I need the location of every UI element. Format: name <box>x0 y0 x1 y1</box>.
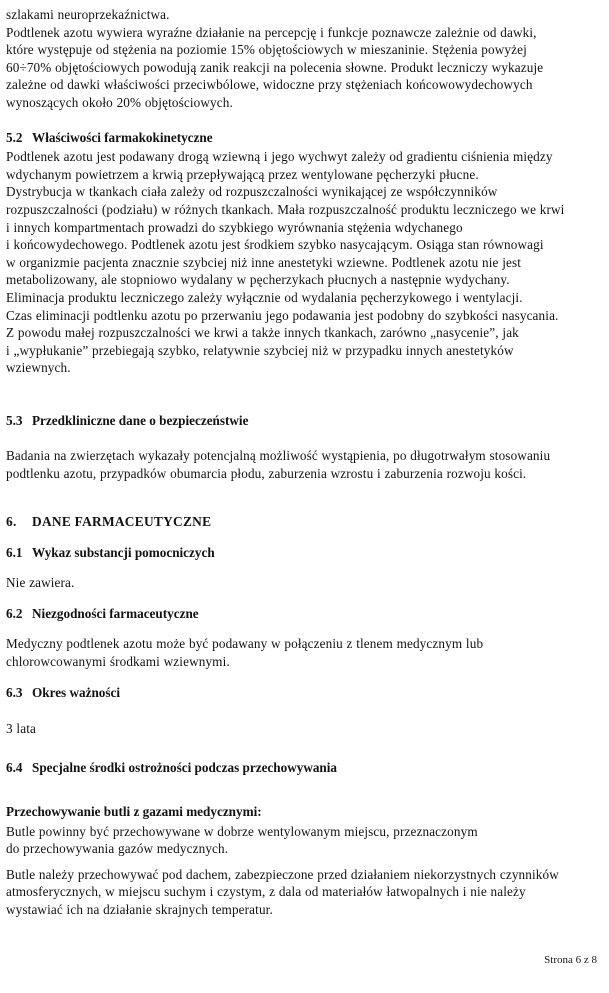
text-line: rozpuszczalności (podziału) w różnych tkankach. Mała rozpuszczalność produktu leczniczego we krwi <box>6 201 565 217</box>
paragraph-6-1-body <box>6 574 601 592</box>
text-line: wynoszących około 20% objętościowych. <box>6 94 233 110</box>
paragraph-6-4-body-1 <box>6 823 601 858</box>
heading-6-1 <box>6 544 601 562</box>
text-line: metabolizowany, ale stopniowo wydalany w pęcherzykach płucnych a następnie wydychany. <box>6 272 510 288</box>
text-line: 60÷70% objętościowych powodują zanik reakcji na polecenia słowne. Produkt leczniczy wykazuje <box>6 59 544 75</box>
text-line: Czas eliminacji podtlenku azotu po przerwaniu jego podawania jest podobny do szybkości nasycania. <box>6 307 559 323</box>
heading-6-3 <box>6 684 601 702</box>
spacer <box>6 429 601 447</box>
spacer <box>6 112 601 129</box>
heading-title: Specjalne środki ostrożności podczas przechowywania <box>32 760 338 776</box>
subheading-storage-cylinders: Przechowywanie butli z gazami medycznymi: <box>6 804 262 819</box>
spacer <box>6 377 601 412</box>
text-line: Podtlenek azotu jest podawany drogą wziewną i jego wychwyt zależy od gradientu ciśnienia między <box>6 149 553 165</box>
spacer <box>6 737 601 759</box>
text-line: Badania na zwierzętach wykazały potencjalną możliwość wystąpienia, po długotrwałym stosowaniu <box>6 448 551 464</box>
paragraph-continuation <box>6 6 601 112</box>
text-line: Dystrybucja w tkankach ciała zależy od rozpuszczalności wynikającej ze współczynników <box>6 184 498 200</box>
heading-number: 5.2 <box>6 129 23 145</box>
paragraph-6-2-body <box>6 635 601 670</box>
paragraph-6-3-body <box>6 720 601 738</box>
heading-6-4 <box>6 759 601 777</box>
text-line: Butle należy przechowywać pod dachem, zabezpieczone przed działaniem niekorzystnych czynników <box>6 866 559 882</box>
heading-6 <box>6 513 601 531</box>
text-line: wziewnych. <box>6 360 71 376</box>
text-line: zależne od dawki właściwości przeciwbólowe, widoczne przy stężeniach końcowowydechowych <box>6 77 533 93</box>
text-line: Z powodu małej rozpuszczalności we krwi a także innych tkankach, zarówno „nasycenie”, jak <box>6 325 519 341</box>
text-line: do przechowywania gazów medycznych. <box>6 841 229 857</box>
spacer <box>6 858 601 866</box>
paragraph-6-4-body-2 <box>6 866 601 919</box>
heading-title: Okres ważności <box>32 685 121 701</box>
heading-number: 6.3 <box>6 685 23 701</box>
spacer <box>6 777 601 803</box>
text-line: Medyczny podtlenek azotu może być podawany w połączeniu z tlenem medycznym lub <box>6 636 484 652</box>
heading-number: 6.1 <box>6 545 23 561</box>
heading-number: 6. <box>6 513 17 529</box>
heading-title: DANE FARMACEUTYCZNE <box>32 513 212 529</box>
text-line: szlakami neuroprzekaźnictwa. <box>6 7 170 22</box>
text-line: podtlenku azotu, przypadków obumarcia płodu, zaburzenia wzrostu i zaburzenia rozwoju kości. <box>6 466 527 482</box>
page-footer <box>533 939 597 981</box>
heading-number: 6.2 <box>6 606 23 622</box>
heading-number: 6.4 <box>6 760 23 776</box>
heading-title: Wykaz substancji pomocniczych <box>32 545 215 561</box>
text-line: Butle powinny być przechowywane w dobrze wentylowanym miejscu, przeznaczonym <box>6 823 478 839</box>
text-line: i końcowydechowego. Podtlenek azotu jest środkiem szybko nasycającym. Osiąga stan równowagi <box>6 237 544 253</box>
spacer <box>6 623 601 635</box>
spacer <box>6 591 601 605</box>
text-line: Podtlenek azotu wywiera wyraźne działanie na percepcję i funkcje poznawcze zależnie od dawki, <box>6 24 537 40</box>
spacer <box>6 702 601 720</box>
text-line: Eliminacja produktu leczniczego zależy wyłącznie od wydalania pęcherzykowego i wentylacji. <box>6 289 523 305</box>
heading-title: Niezgodności farmaceutyczne <box>32 606 199 622</box>
heading-6-2 <box>6 605 601 623</box>
text-line: atmosferycznych, w miejscu suchym i czystym, z dala od materiałów łatwopalnych i nie należy <box>6 884 526 900</box>
spacer <box>6 562 601 574</box>
page-number-label: Strona 6 z 8 <box>544 954 597 966</box>
text-line: i innych kompartmentach prowadzi do szybkiego wyrównania stężenia wdychanego <box>6 219 463 235</box>
text-line: wystawiać ich na działanie skrajnych temperatur. <box>6 901 273 917</box>
paragraph-5-3-body <box>6 447 601 482</box>
text-line: wdychanym powietrzem a krwią przepływającą przez wentylowane pęcherzyki płucne. <box>6 166 479 182</box>
paragraph-5-2-body <box>6 148 601 377</box>
text-line: Nie zawiera. <box>6 574 75 590</box>
spacer <box>6 670 601 684</box>
spacer <box>6 483 601 513</box>
heading-title: Przedkliniczne dane o bezpieczeństwie <box>32 412 249 428</box>
heading-5-2 <box>6 129 601 147</box>
text-line: i „wypłukanie” przebiegają szybko, relatywnie szybciej niż w przypadku innych anestetyków <box>6 342 514 358</box>
text-line: 3 lata <box>6 720 36 736</box>
text-line: chlorowcowanymi środkami wziewnymi. <box>6 653 230 669</box>
heading-5-3 <box>6 412 601 430</box>
heading-title: Właściwości farmakokinetyczne <box>32 129 213 145</box>
text-line: w organizmie pacjenta znacznie szybciej niż inne anestetyki wziewne. Podtlenek azotu nie jest <box>6 254 522 270</box>
text-line: które występuje od stężenia na poziomie 15% objętościowych w mieszaninie. Stężenia powyżej <box>6 42 527 58</box>
heading-number: 5.3 <box>6 412 23 428</box>
spacer <box>6 530 601 544</box>
